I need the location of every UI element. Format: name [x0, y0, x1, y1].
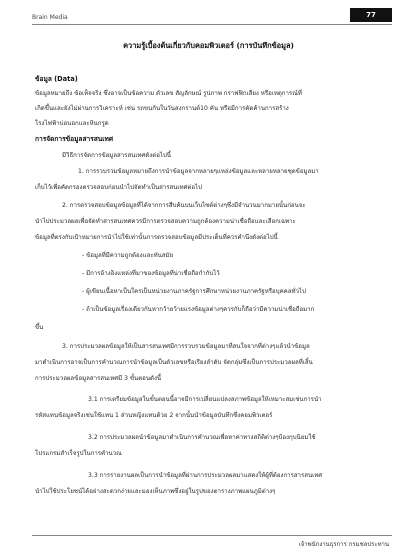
- list-item-3-3: 3.3 การรายงานผลเป็นการนำข้อมูลที่ผ่านการประมวลผลมาแสดงให้ผู้ที่ต้องการสารสนเทศ: [88, 472, 323, 479]
- header-brand: Brain Media: [32, 14, 68, 21]
- paragraph-intro: มีวิธีการจัดการข้อมูลสารสนเทศดังต่อไปนี้: [62, 152, 171, 159]
- paragraph-line: ข้อมูลที่ตรงกับเป้าหมายการนำไปใช้เท่านั้นการตรวจสอบข้อมูลมีประเด็นที่ควรคำนึงดังต่อไปนี้: [35, 234, 278, 241]
- footer-text: เจ้าพนักงานธุรการ กรมชลประทาน: [298, 541, 389, 548]
- paragraph-line: โรงไฟฟ้าบ่อนอกและหินกรูด: [35, 120, 109, 127]
- list-item-1: 1. การรวบรวมข้อมูลหมายถึงการนำข้อมูลจากหลายๆแหล่งข้อมูลและหลายหลายชุดข้อมูลมา: [78, 168, 319, 175]
- header-divider: [32, 24, 392, 25]
- footer-divider: [32, 535, 392, 536]
- paragraph-line: นำไปประมวลผลเพื่อจัดทำสารสนเทศควรมีการตรวจสอบความถูกต้องความน่าเชื่อถือและเลือกเฉพาะ: [35, 218, 296, 225]
- bullet-item: - ถ้าเป็นข้อมูลเรื่องเดียวกันหากว้ายว้ายแรงข้อมูลต่างๆควรกับก็ถือว่ามีความน่าเชื่อถือมาก: [82, 306, 315, 313]
- paragraph-line: ข้อมูลหมายถึง ข้อเท็จจริง ซึ่งอาจเป็นข้อความ ตัวเลข สัญลักษณ์ รูปภาพ กราฟฟิกเสียง หรือเหตุการณ์ที่: [35, 90, 302, 97]
- list-item-3-2: 3.2 การประมวลผลนำข้อมูลมาดำเนินการคำนวณเพื่อหาค่าทางสถิติต่างๆป้องกุบนิยมใช้: [88, 434, 316, 441]
- paragraph-line: นำไปใช้ประโยชน์ได้อย่างสะดวกง่ายและมองเห็นภาพซึ่งอยู่ในรูปของตารางภาพแผนภูมิต่างๆ: [35, 488, 276, 495]
- bullet-item: - ผู้เขียนเนื้อหาเป็นใครเป็นหน่วยงานภาครัฐการศึกษาหน่วยงานภาครัฐหรือบุคคลทั่วไป: [82, 288, 306, 295]
- page-title: ความรู้เบื้องต้นเกี่ยวกับคอมพิวเตอร์ (การบันทึกข้อมูล): [123, 41, 294, 50]
- paragraph-line: เกิดขึ้นและยังไม่ผ่านการวิเคราะห์ เช่น รถขนกันในวันสงกรานต์10 คัน หรือมีการคัดค้านการสร้าง: [35, 105, 289, 112]
- list-item-2: 2. การตรวจสอบข้อมูลข้อมูลที่ได้จากการสืบค้นบนเว็บไซต์ต่างๆซึ่งมีจำนวนมากมายนั้นก่อนจะ: [62, 202, 306, 209]
- section-heading-management: การจัดการข้อมูลสารสนเทศ: [35, 135, 114, 143]
- paragraph-line: ขึ้น: [35, 324, 44, 331]
- list-item-3-1: 3.1 การเตรียมข้อมูลในขั้นตอนนี้อาจมีการเปลี่ยนแปลงสภาพข้อมูลให้เหมาะสมเช่นการนำ: [88, 396, 322, 403]
- paragraph-line: การประมวลผลข้อมูลสารสนเทศมี 3 ขั้นตอนดังนี้: [35, 375, 162, 382]
- list-item-3: 3. การประมวลผลข้อมูลให้เป็นสารสนเทศมีการรวบรวมข้อมูลมาที่สนใจจากที่ต่างๆแล้วนำข้อมูล: [62, 343, 310, 350]
- paragraph-line: โปรแกรมสำเร็จรูปในการคำนวณ: [35, 450, 122, 457]
- bullet-item: - มีการอ้างอิงแหล่งที่มาของข้อมูลที่น่าเชื่อถือกำกับไว้: [82, 270, 220, 277]
- page-number-badge: 77: [350, 8, 392, 22]
- section-heading-data: ข้อมูล (Data): [35, 75, 78, 83]
- paragraph-line: เก็บไว้เพื่อคัดกรองตรวจสอบก่อนนำไปจัดทำเป็นสารสนเทศต่อไป: [35, 184, 202, 191]
- paragraph-line: มาดำเนินการอาจเป็นการคำนวณการนำข้อมูลเป็นตัวเลขหรือเรียงลำดับ จัดกลุ่มซึ่งเป็นการประมวลผลที่เสิ้น: [35, 359, 313, 366]
- bullet-item: - ข้อมูลที่มีความถูกต้องและทันสมัย: [82, 252, 174, 259]
- paragraph-line: รหัสแทนข้อมูลจริงเช่นใช้แทน 1 ส่วนหญิงแทนด้วย 2 จากนั้นนำข้อมูลบันทึกซึ่งคอมพิวเตอร์: [35, 412, 273, 419]
